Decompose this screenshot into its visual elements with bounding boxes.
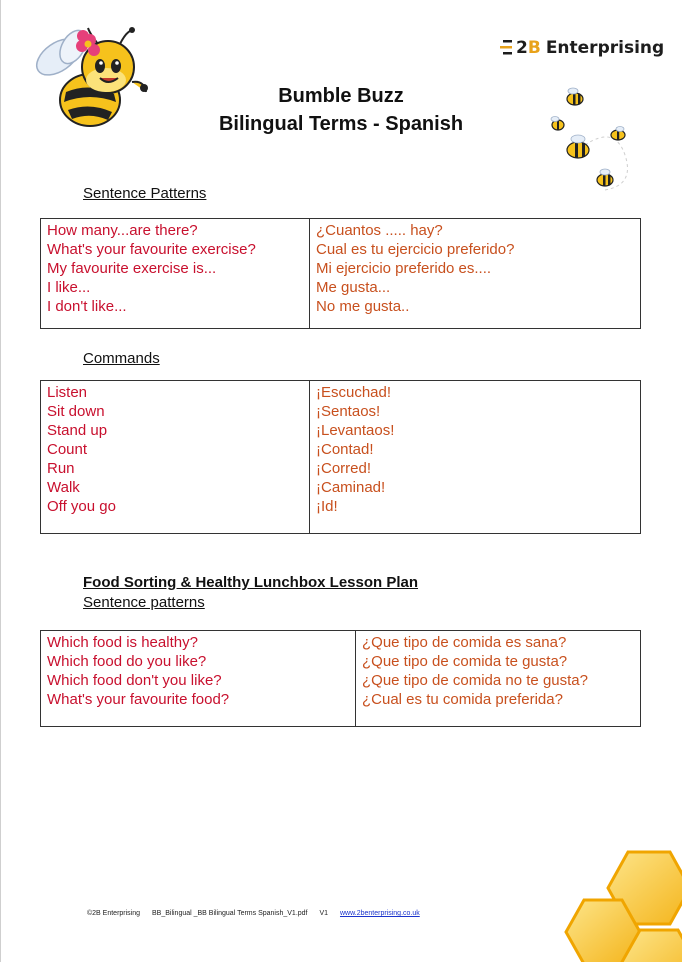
spanish-term: No me gusta.. bbox=[316, 298, 410, 315]
spanish-term: Mi ejercicio preferido es.... bbox=[316, 260, 492, 277]
english-term: I don't like... bbox=[47, 298, 127, 315]
english-term: Stand up bbox=[47, 422, 108, 439]
table-row bbox=[41, 219, 641, 329]
table-row bbox=[41, 631, 641, 727]
food-lesson-title: Food Sorting & Healthy Lunchbox Lesson Plan bbox=[83, 574, 419, 591]
brand-logo bbox=[500, 38, 664, 58]
spanish-term: ¿Que tipo de comida te gusta? bbox=[362, 653, 568, 670]
spanish-term: ¿Que tipo de comida es sana? bbox=[362, 634, 567, 651]
english-term: Off you go bbox=[47, 498, 116, 515]
spanish-term: ¿Cual es tu comida preferida? bbox=[362, 691, 563, 708]
english-column bbox=[41, 381, 310, 534]
footer-filename: BB_Bilingual _BB Bilingual Terms Spanish_V1.pdf bbox=[151, 910, 308, 917]
spanish-term: ¡Contad! bbox=[316, 441, 374, 458]
english-term: Listen bbox=[47, 384, 88, 401]
spanish-term: ¿Cuantos ..... hay? bbox=[316, 222, 443, 239]
english-term: Which food don't you like? bbox=[47, 672, 222, 689]
food-sentence-patterns-label: Sentence patterns bbox=[83, 594, 205, 611]
english-term: What's your favourite food? bbox=[47, 691, 230, 708]
commands-label: Commands bbox=[83, 350, 160, 367]
table-row bbox=[41, 381, 641, 534]
sentence-patterns-table bbox=[40, 218, 641, 329]
english-column bbox=[41, 219, 310, 329]
commands-table bbox=[40, 380, 641, 534]
honeycomb-decoration bbox=[560, 850, 682, 962]
spanish-column bbox=[310, 381, 641, 534]
food-table bbox=[40, 630, 641, 727]
sentence-patterns-label: Sentence Patterns bbox=[83, 185, 207, 202]
english-term: Walk bbox=[47, 479, 80, 496]
document-subtitle: Bilingual Terms - Spanish bbox=[218, 113, 464, 135]
english-term: I like... bbox=[47, 279, 91, 296]
brand-prefix: 2 bbox=[516, 38, 528, 58]
brand-lines-icon bbox=[500, 38, 514, 58]
spanish-term: Cual es tu ejercicio preferido? bbox=[316, 241, 515, 258]
english-term: My favourite exercise is... bbox=[47, 260, 217, 277]
spanish-term: ¡Id! bbox=[316, 498, 338, 515]
footer-version: V1 bbox=[319, 910, 329, 917]
spanish-term: ¡Corred! bbox=[316, 460, 372, 477]
english-term: How many...are there? bbox=[47, 222, 198, 239]
spanish-term: ¡Escuchad! bbox=[316, 384, 392, 401]
english-term: What's your favourite exercise? bbox=[47, 241, 256, 258]
spanish-term: ¡Caminad! bbox=[316, 479, 386, 496]
footer-copyright: ©2B Enterprising bbox=[87, 910, 141, 917]
footer-website-link[interactable]: www.2benterprising.co.uk bbox=[339, 910, 420, 917]
brand-accent: B bbox=[527, 38, 541, 58]
document-title: Bumble Buzz bbox=[278, 85, 404, 107]
spanish-term: Me gusta... bbox=[316, 279, 391, 296]
english-term: Sit down bbox=[47, 403, 105, 420]
english-term: Count bbox=[47, 441, 88, 458]
page-footer bbox=[87, 910, 430, 917]
brand-name: Enterprising bbox=[545, 38, 665, 58]
spanish-column bbox=[310, 219, 641, 329]
spanish-term: ¡Sentaos! bbox=[316, 403, 381, 420]
english-column bbox=[41, 631, 356, 727]
spanish-term: ¡Levantaos! bbox=[316, 422, 395, 439]
english-term: Which food is healthy? bbox=[47, 634, 198, 651]
spanish-column bbox=[356, 631, 641, 727]
english-term: Run bbox=[47, 460, 75, 477]
english-term: Which food do you like? bbox=[47, 653, 207, 670]
spanish-term: ¿Que tipo de comida no te gusta? bbox=[362, 672, 588, 689]
